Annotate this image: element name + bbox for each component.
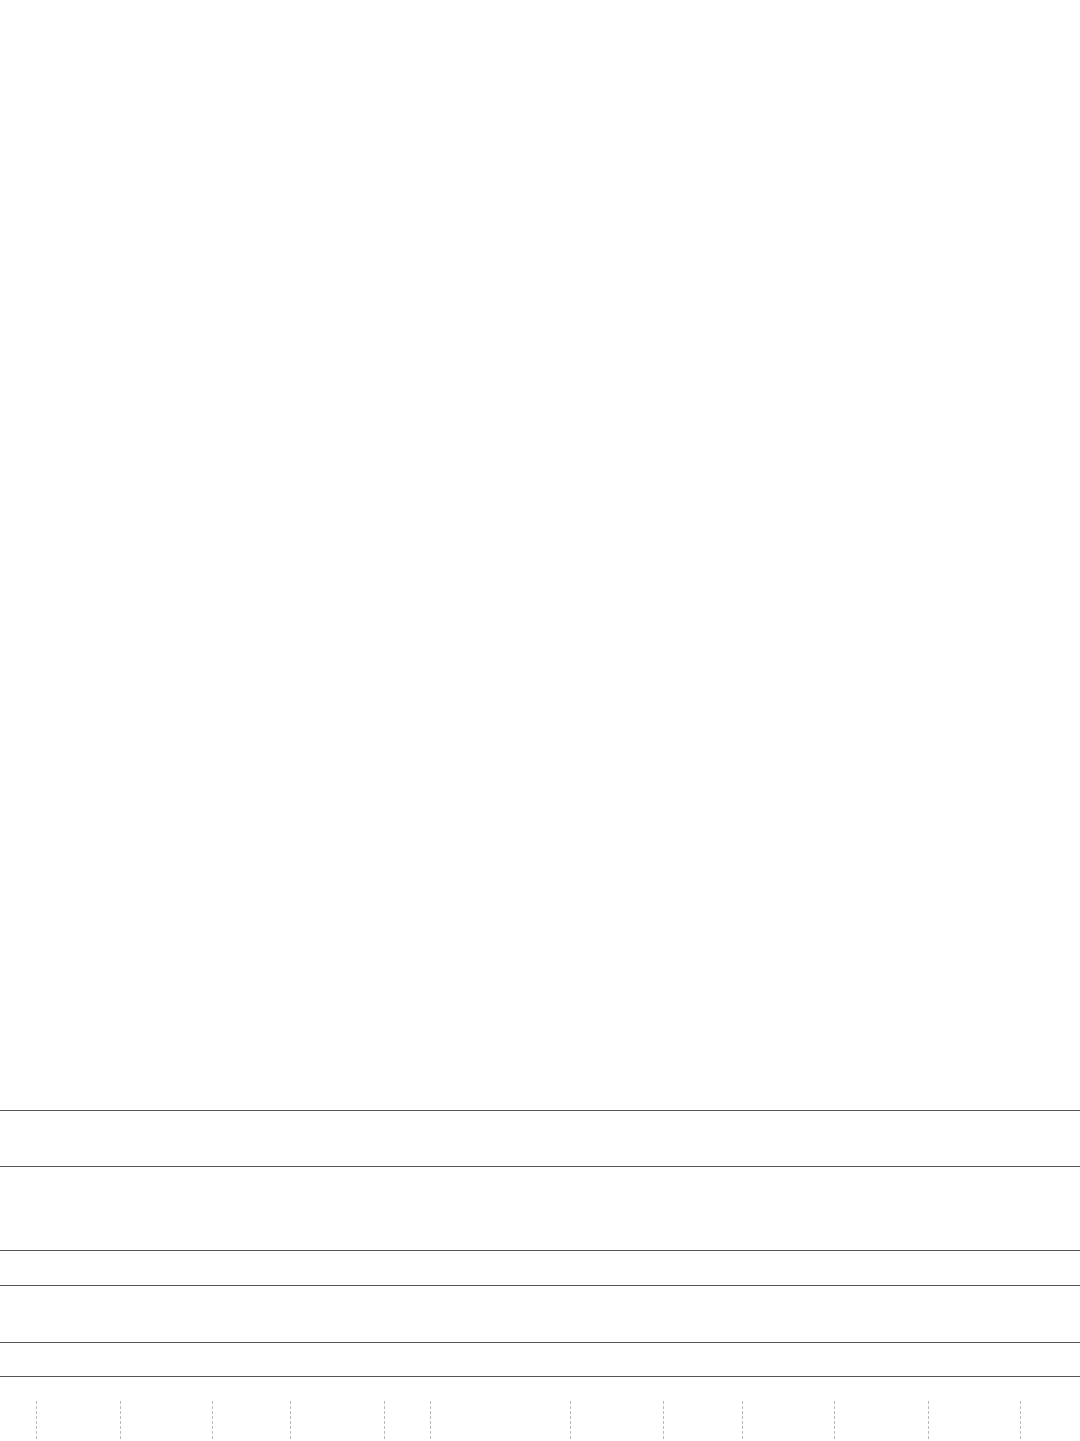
note-5b	[0, 1342, 1080, 1343]
note-4	[0, 1285, 1080, 1286]
note-2b	[0, 1166, 1080, 1167]
note-1	[0, 1110, 1080, 1111]
note-6	[0, 1376, 1080, 1377]
page-title	[0, 6, 1080, 64]
note-3c	[0, 1250, 1080, 1251]
